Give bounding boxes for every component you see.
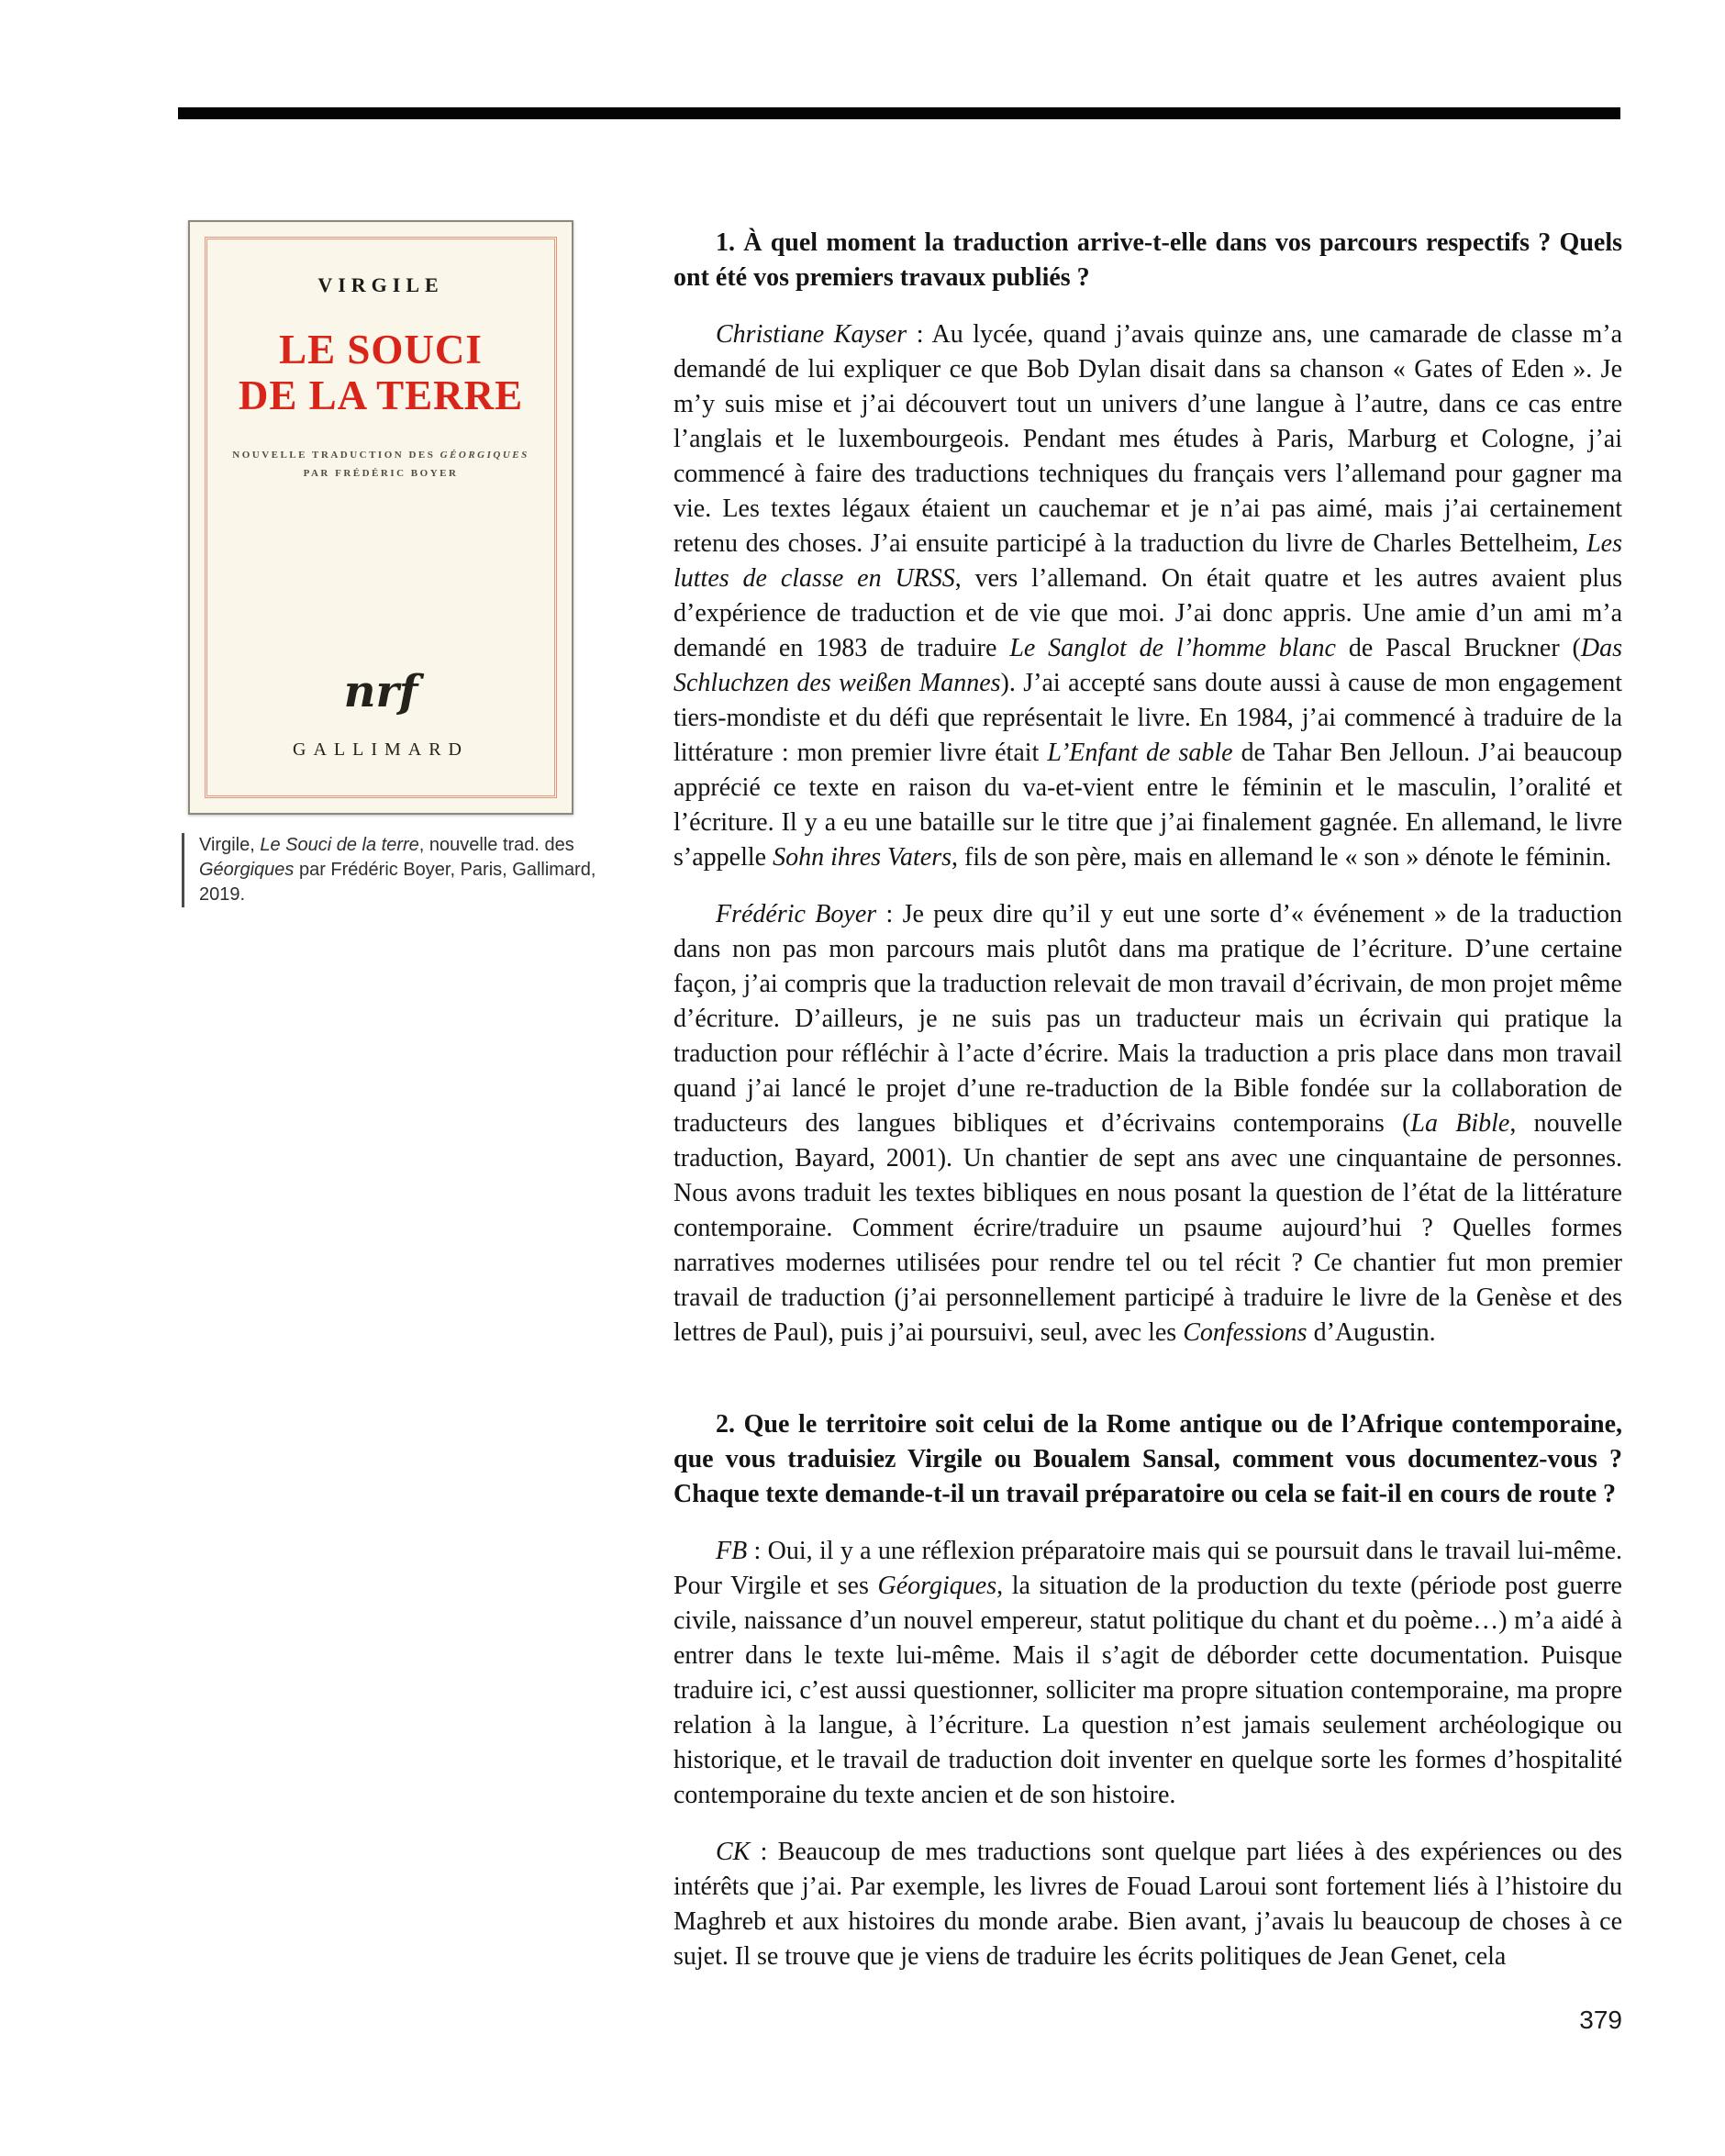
article-column <box>673 226 1622 1974</box>
italic-text-segment: Géorgiques <box>199 860 295 880</box>
text-segment: , vers l’allemand. On était quatre et les autres avaient plus d’expérience de traduction et de vie que moi. J’ai donc appris. Une amie d’un ami m’a demandé en 1983 de traduire <box>673 564 1622 662</box>
text-segment: 1. À quel moment la traduction arrive-t-elle dans vos parcours respectifs ? Quels ont été vos premiers travaux publiés ? <box>673 228 1622 292</box>
text-segment: de Tahar Ben Jelloun. J’ai beaucoup apprécié ce texte en raison du va-et-vient entre le féminin et le masculin, l’oralité et l’écriture. Il y a eu une bataille sur le titre que j’ai finalement gagnée. En allemand, le livre s’appelle <box>673 739 1622 872</box>
text-segment: 2. Que le territoire soit celui de la Rome antique ou de l’Afrique contemporaine, que vous traduisiez Virgile ou Boualem Sansal, comment vous documentez-vous ? Chaque texte demande-t-il un travail préparatoire ou cela se fait-il en cours de route ? <box>673 1410 1622 1508</box>
italic-text-segment: Frédéric Boyer <box>716 900 877 928</box>
italic-text-segment: GÉORGIQUES <box>440 450 529 461</box>
text-segment: d’Augustin. <box>1307 1318 1436 1347</box>
nrf-logo: nrf <box>343 666 418 717</box>
text-segment: : Je peux dire qu’il y eut une sorte d’« événement » de la traduction dans non pas mon parcours mais plutôt dans ma pratique de l’écriture. D’une certaine façon, j’ai compris que la traduction relevait de mon travail d’écrivain, de mon projet même d’écriture. D’ailleurs, je ne suis pas un traducteur mais un écrivain qui pratique la traduction pour réfléchir à l’acte d’écrire. Mais la traduction a pris place dans mon travail quand j’ai lancé le projet d’une re-traduction de la Bible fondée sur la collaboration de traducteurs des langues bibliques et d’écrivains contemporains ( <box>673 900 1622 1138</box>
text-segment: Virgile, <box>199 835 261 855</box>
text-segment: , nouvelle traduction, Bayard, 2001). Un chantier de sept ans avec une cinquantaine de personnes. Nous avons traduit les textes bibliques en nous posant la question de l’état de la littérature contemporaine. Comment écrire/traduire un psaume aujourd’hui ? Quelles formes narratives modernes utilisées pour rendre tel ou tel récit ? Ce chantier fut mon premier travail de traduction (j’ai personnellement participé à traduire le livre de la Genèse et des lettres de Paul), puis j’ai poursuivi, seul, avec les <box>673 1109 1622 1347</box>
text-segment: de Pascal Bruckner ( <box>1335 634 1581 662</box>
page-number: 379 <box>1579 2006 1622 2034</box>
text-segment: NOUVELLE TRADUCTION DES <box>232 450 440 461</box>
italic-text-segment: Christiane Kayser <box>716 320 907 349</box>
answer-paragraph <box>673 1534 1622 1813</box>
cover-author: VIRGILE <box>317 273 444 296</box>
text-segment: , nouvelle trad. des <box>418 835 574 855</box>
question-paragraph <box>673 1407 1622 1512</box>
text-segment: par Frédéric Boyer, Paris, Gallimard, 2019. <box>199 860 596 905</box>
top-rule <box>178 107 1620 119</box>
cover-content <box>210 242 551 793</box>
answer-paragraph <box>673 897 1622 1350</box>
answer-paragraph <box>673 1835 1622 1974</box>
text-segment: : Oui, il y a une réflexion préparatoire mais qui se poursuit dans le travail lui-même. Pour Virgile et ses <box>673 1537 1622 1600</box>
italic-text-segment: Le Souci de la terre <box>260 835 419 855</box>
cover-title-line-1: LE SOUCI <box>279 327 483 372</box>
italic-text-segment: La Bible <box>1410 1109 1510 1138</box>
italic-text-segment: Das Schluchzen des weißen Mannes <box>673 634 1623 697</box>
cover-title <box>239 327 523 418</box>
cover-subtitle <box>232 446 529 483</box>
italic-text-segment: Géorgiques <box>877 1572 997 1600</box>
italic-text-segment: Confessions <box>1183 1318 1308 1347</box>
italic-text-segment: CK <box>716 1838 751 1866</box>
text-segment: ). J’ai accepté sans doute aussi à cause de mon engagement tiers-mondiste et du défi que représentait le livre. En 1984, j’ai commencé à traduire de la littérature : mon premier livre était <box>673 669 1622 767</box>
italic-text-segment: Les luttes de classe en URSS <box>673 529 1622 593</box>
text-segment: : Au lycée, quand j’avais quinze ans, une camarade de classe m’a demandé de lui expliquer ce que Bob Dylan disait dans sa chanson « Gates of Eden ». Je m’y suis mise et j’ai découvert tout un univers d’une langue à l’autre, dans ce cas entre l’anglais et le luxembourgeois. Pendant mes études à Paris, Marburg et Cologne, j’ai commencé à faire des traductions techniques du français vers l’allemand pour gagner ma vie. Les textes légaux étaient un cauchemar et je n’ai pas aimé, mais j’ai certainement retenu des choses. J’ai ensuite participé à la traduction du livre de Charles Bettelheim, <box>673 320 1623 558</box>
text-segment: , fils de son père, mais en allemand le « son » dénote le féminin. <box>952 843 1612 872</box>
cover-subtitle-line-1 <box>232 446 529 464</box>
cover-publisher: GALLIMARD <box>293 739 469 760</box>
italic-text-segment: Sohn ihres Vaters <box>773 843 952 872</box>
italic-text-segment: Le Sanglot de l’homme blanc <box>1009 634 1336 662</box>
book-cover <box>188 220 573 815</box>
italic-text-segment: FB <box>716 1537 748 1565</box>
answer-paragraph <box>673 317 1622 875</box>
italic-text-segment: L’Enfant de sable <box>1047 739 1233 767</box>
cover-title-line-2: DE LA TERRE <box>238 372 524 418</box>
figure-caption <box>182 833 630 907</box>
question-paragraph <box>673 226 1622 295</box>
text-segment: : Beaucoup de mes traductions sont quelque part liées à des expériences ou des intérêts que j’ai. Par exemple, les livres de Fouad Laroui sont fortement liés à l’histoire du Maghreb et aux histoires du monde arabe. Bien avant, j’avais lu beaucoup de choses à ce sujet. Il se trouve que je viens de traduire les écrits politiques de Jean Genet, cela <box>673 1838 1622 1971</box>
text-segment: , la situation de la production du texte (période post guerre civile, naissance d’un nouvel empereur, statut politique du chant et du poème…) m’a aidé à entrer dans le texte lui-même. Mais il s’agit de déborder cette documentation. Puisque traduire ici, c’est aussi questionner, solliciter ma propre situation contemporaine, ma propre relation à la langue, à l’écriture. La question n’est jamais seulement archéologique ou historique, et le travail de traduction doit inventer en quelque sorte les formes d’hospitalité contemporaine du texte ancien et de son histoire. <box>673 1572 1622 1809</box>
cover-subtitle-line-2: PAR FRÉDÉRIC BOYER <box>303 468 459 479</box>
